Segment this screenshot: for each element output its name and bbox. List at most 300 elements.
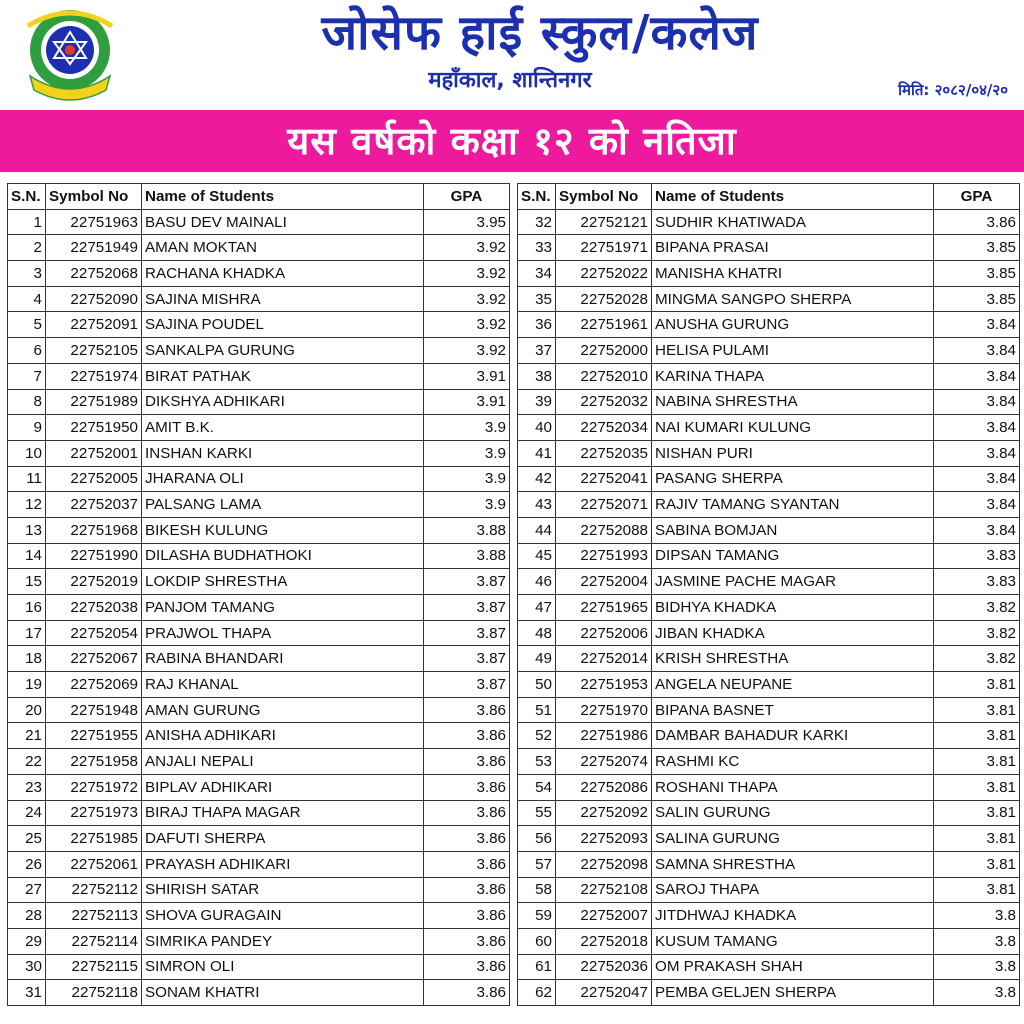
cell-name: ROSHANI THAPA bbox=[652, 774, 934, 800]
table-header-row bbox=[518, 184, 1020, 210]
cell-gpa: 3.85 bbox=[934, 286, 1020, 312]
cell-name: KRISH SHRESTHA bbox=[652, 646, 934, 672]
cell-sn: 43 bbox=[518, 492, 556, 518]
result-banner bbox=[0, 110, 1024, 172]
cell-gpa: 3.86 bbox=[424, 954, 510, 980]
cell-name: JASMINE PACHE MAGAR bbox=[652, 569, 934, 595]
cell-sn: 39 bbox=[518, 389, 556, 415]
cell-sn: 32 bbox=[518, 209, 556, 235]
cell-sn: 45 bbox=[518, 543, 556, 569]
cell-name: SONAM KHATRI bbox=[142, 980, 424, 1006]
cell-symbol: 22751953 bbox=[556, 672, 652, 698]
cell-sn: 3 bbox=[8, 261, 46, 287]
cell-name: BIPANA PRASAI bbox=[652, 235, 934, 261]
cell-symbol: 22752074 bbox=[556, 749, 652, 775]
table-row bbox=[518, 903, 1020, 929]
cell-sn: 31 bbox=[8, 980, 46, 1006]
table-header-row bbox=[8, 184, 510, 210]
table-row bbox=[8, 466, 510, 492]
cell-gpa: 3.9 bbox=[424, 466, 510, 492]
table-row bbox=[518, 466, 1020, 492]
table-row bbox=[518, 312, 1020, 338]
cell-gpa: 3.86 bbox=[424, 800, 510, 826]
cell-symbol: 22751961 bbox=[556, 312, 652, 338]
table-row bbox=[518, 774, 1020, 800]
school-name: जोसेफ हाई स्कुल/कलेज bbox=[321, 5, 759, 61]
cell-name: ANUSHA GURUNG bbox=[652, 312, 934, 338]
cell-name: BIRAT PATHAK bbox=[142, 363, 424, 389]
cell-symbol: 22752091 bbox=[46, 312, 142, 338]
cell-name: DAFUTI SHERPA bbox=[142, 826, 424, 852]
table-row bbox=[8, 312, 510, 338]
cell-symbol: 22752019 bbox=[46, 569, 142, 595]
cell-gpa: 3.81 bbox=[934, 851, 1020, 877]
header-sn: S.N. bbox=[8, 184, 46, 210]
table-row bbox=[518, 749, 1020, 775]
table-row bbox=[8, 569, 510, 595]
cell-name: PANJOM TAMANG bbox=[142, 595, 424, 621]
cell-symbol: 22752035 bbox=[556, 440, 652, 466]
result-date: मिति: २०८२/०४/२० bbox=[898, 81, 1008, 99]
table-row bbox=[8, 209, 510, 235]
cell-name: AMIT B.K. bbox=[142, 415, 424, 441]
cell-sn: 22 bbox=[8, 749, 46, 775]
cell-name: SIMRIKA PANDEY bbox=[142, 928, 424, 954]
table-row bbox=[8, 620, 510, 646]
cell-sn: 26 bbox=[8, 851, 46, 877]
cell-sn: 33 bbox=[518, 235, 556, 261]
table-row bbox=[8, 415, 510, 441]
table-row bbox=[8, 851, 510, 877]
cell-gpa: 3.82 bbox=[934, 595, 1020, 621]
table-row bbox=[518, 928, 1020, 954]
cell-name: DIPSAN TAMANG bbox=[652, 543, 934, 569]
cell-symbol: 22752014 bbox=[556, 646, 652, 672]
results-table-left bbox=[7, 183, 510, 1006]
cell-sn: 15 bbox=[8, 569, 46, 595]
cell-symbol: 22751974 bbox=[46, 363, 142, 389]
table-row bbox=[518, 543, 1020, 569]
cell-sn: 38 bbox=[518, 363, 556, 389]
cell-gpa: 3.87 bbox=[424, 595, 510, 621]
table-row bbox=[518, 517, 1020, 543]
table-row bbox=[8, 389, 510, 415]
cell-symbol: 22752121 bbox=[556, 209, 652, 235]
cell-gpa: 3.84 bbox=[934, 415, 1020, 441]
cell-gpa: 3.83 bbox=[934, 569, 1020, 595]
cell-gpa: 3.81 bbox=[934, 800, 1020, 826]
cell-sn: 17 bbox=[8, 620, 46, 646]
table-row bbox=[8, 517, 510, 543]
cell-symbol: 22751972 bbox=[46, 774, 142, 800]
cell-name: ANGELA NEUPANE bbox=[652, 672, 934, 698]
cell-symbol: 22751950 bbox=[46, 415, 142, 441]
cell-sn: 28 bbox=[8, 903, 46, 929]
cell-symbol: 22752028 bbox=[556, 286, 652, 312]
cell-name: INSHAN KARKI bbox=[142, 440, 424, 466]
cell-gpa: 3.84 bbox=[934, 338, 1020, 364]
cell-symbol: 22751968 bbox=[46, 517, 142, 543]
cell-symbol: 22752010 bbox=[556, 363, 652, 389]
table-row bbox=[8, 928, 510, 954]
cell-name: DIKSHYA ADHIKARI bbox=[142, 389, 424, 415]
cell-gpa: 3.81 bbox=[934, 774, 1020, 800]
cell-sn: 35 bbox=[518, 286, 556, 312]
cell-name: LOKDIP SHRESTHA bbox=[142, 569, 424, 595]
cell-name: KARINA THAPA bbox=[652, 363, 934, 389]
cell-gpa: 3.86 bbox=[424, 697, 510, 723]
cell-gpa: 3.84 bbox=[934, 312, 1020, 338]
cell-name: SHOVA GURAGAIN bbox=[142, 903, 424, 929]
cell-name: JIBAN KHADKA bbox=[652, 620, 934, 646]
cell-name: PEMBA GELJEN SHERPA bbox=[652, 980, 934, 1006]
cell-gpa: 3.95 bbox=[424, 209, 510, 235]
cell-name: NISHAN PURI bbox=[652, 440, 934, 466]
cell-name: JITDHWAJ KHADKA bbox=[652, 903, 934, 929]
cell-sn: 30 bbox=[8, 954, 46, 980]
cell-sn: 9 bbox=[8, 415, 46, 441]
cell-symbol: 22751990 bbox=[46, 543, 142, 569]
school-address: महाँकाल, शान्तिनगर bbox=[428, 68, 592, 93]
header-symbol: Symbol No bbox=[556, 184, 652, 210]
cell-name: SANKALPA GURUNG bbox=[142, 338, 424, 364]
cell-name: ANJALI NEPALI bbox=[142, 749, 424, 775]
cell-sn: 14 bbox=[8, 543, 46, 569]
cell-gpa: 3.8 bbox=[934, 954, 1020, 980]
cell-symbol: 22751985 bbox=[46, 826, 142, 852]
cell-sn: 60 bbox=[518, 928, 556, 954]
cell-name: SALIN GURUNG bbox=[652, 800, 934, 826]
cell-gpa: 3.8 bbox=[934, 980, 1020, 1006]
cell-gpa: 3.82 bbox=[934, 646, 1020, 672]
cell-sn: 50 bbox=[518, 672, 556, 698]
cell-sn: 49 bbox=[518, 646, 556, 672]
cell-symbol: 22751949 bbox=[46, 235, 142, 261]
table-row bbox=[518, 800, 1020, 826]
cell-gpa: 3.86 bbox=[424, 928, 510, 954]
cell-sn: 57 bbox=[518, 851, 556, 877]
table-row bbox=[518, 338, 1020, 364]
header-gpa: GPA bbox=[934, 184, 1020, 210]
cell-name: RACHANA KHADKA bbox=[142, 261, 424, 287]
cell-gpa: 3.8 bbox=[934, 928, 1020, 954]
cell-gpa: 3.85 bbox=[934, 235, 1020, 261]
table-row bbox=[8, 954, 510, 980]
cell-name: AMAN GURUNG bbox=[142, 697, 424, 723]
table-row bbox=[8, 235, 510, 261]
cell-sn: 51 bbox=[518, 697, 556, 723]
table-row bbox=[518, 697, 1020, 723]
cell-symbol: 22751948 bbox=[46, 697, 142, 723]
cell-sn: 13 bbox=[8, 517, 46, 543]
table-row bbox=[518, 235, 1020, 261]
table-row bbox=[518, 980, 1020, 1006]
cell-gpa: 3.84 bbox=[934, 389, 1020, 415]
cell-name: PALSANG LAMA bbox=[142, 492, 424, 518]
cell-symbol: 22751965 bbox=[556, 595, 652, 621]
cell-name: DAMBAR BAHADUR KARKI bbox=[652, 723, 934, 749]
cell-sn: 52 bbox=[518, 723, 556, 749]
cell-sn: 47 bbox=[518, 595, 556, 621]
cell-name: SAJINA MISHRA bbox=[142, 286, 424, 312]
cell-name: OM PRAKASH SHAH bbox=[652, 954, 934, 980]
cell-name: SIMRON OLI bbox=[142, 954, 424, 980]
cell-sn: 48 bbox=[518, 620, 556, 646]
cell-gpa: 3.86 bbox=[424, 903, 510, 929]
cell-symbol: 22752105 bbox=[46, 338, 142, 364]
cell-sn: 20 bbox=[8, 697, 46, 723]
cell-symbol: 22752069 bbox=[46, 672, 142, 698]
cell-name: NAI KUMARI KULUNG bbox=[652, 415, 934, 441]
cell-sn: 4 bbox=[8, 286, 46, 312]
cell-sn: 11 bbox=[8, 466, 46, 492]
cell-gpa: 3.86 bbox=[424, 877, 510, 903]
cell-gpa: 3.88 bbox=[424, 543, 510, 569]
table-row bbox=[8, 646, 510, 672]
table-row bbox=[518, 877, 1020, 903]
cell-gpa: 3.84 bbox=[934, 466, 1020, 492]
cell-symbol: 22752004 bbox=[556, 569, 652, 595]
cell-sn: 41 bbox=[518, 440, 556, 466]
cell-name: MINGMA SANGPO SHERPA bbox=[652, 286, 934, 312]
table-row bbox=[518, 569, 1020, 595]
cell-name: RAJ KHANAL bbox=[142, 672, 424, 698]
cell-sn: 44 bbox=[518, 517, 556, 543]
cell-sn: 16 bbox=[8, 595, 46, 621]
cell-gpa: 3.81 bbox=[934, 749, 1020, 775]
cell-symbol: 22752093 bbox=[556, 826, 652, 852]
table-row bbox=[8, 774, 510, 800]
cell-sn: 40 bbox=[518, 415, 556, 441]
cell-gpa: 3.86 bbox=[424, 980, 510, 1006]
table-row bbox=[518, 723, 1020, 749]
cell-name: JHARANA OLI bbox=[142, 466, 424, 492]
cell-symbol: 22752032 bbox=[556, 389, 652, 415]
cell-sn: 37 bbox=[518, 338, 556, 364]
cell-sn: 1 bbox=[8, 209, 46, 235]
cell-name: PRAJWOL THAPA bbox=[142, 620, 424, 646]
cell-name: SAJINA POUDEL bbox=[142, 312, 424, 338]
table-row bbox=[8, 800, 510, 826]
table-row bbox=[518, 415, 1020, 441]
cell-symbol: 22751970 bbox=[556, 697, 652, 723]
table-row bbox=[8, 903, 510, 929]
cell-symbol: 22752090 bbox=[46, 286, 142, 312]
cell-symbol: 22752036 bbox=[556, 954, 652, 980]
cell-symbol: 22752071 bbox=[556, 492, 652, 518]
cell-sn: 12 bbox=[8, 492, 46, 518]
cell-sn: 54 bbox=[518, 774, 556, 800]
cell-symbol: 22752000 bbox=[556, 338, 652, 364]
table-row bbox=[8, 749, 510, 775]
table-row bbox=[8, 261, 510, 287]
cell-name: SAROJ THAPA bbox=[652, 877, 934, 903]
cell-gpa: 3.86 bbox=[424, 749, 510, 775]
cell-name: RASHMI KC bbox=[652, 749, 934, 775]
cell-symbol: 22752068 bbox=[46, 261, 142, 287]
cell-name: BIDHYA KHADKA bbox=[652, 595, 934, 621]
page-header bbox=[0, 0, 1024, 110]
cell-symbol: 22751955 bbox=[46, 723, 142, 749]
banner-title: यस वर्षको कक्षा १२ को नतिजा bbox=[287, 119, 737, 163]
cell-name: KUSUM TAMANG bbox=[652, 928, 934, 954]
cell-sn: 56 bbox=[518, 826, 556, 852]
school-logo-icon bbox=[22, 6, 118, 104]
cell-symbol: 22752037 bbox=[46, 492, 142, 518]
table-row bbox=[518, 672, 1020, 698]
cell-gpa: 3.92 bbox=[424, 235, 510, 261]
cell-sn: 18 bbox=[8, 646, 46, 672]
table-row bbox=[518, 620, 1020, 646]
cell-sn: 7 bbox=[8, 363, 46, 389]
cell-name: MANISHA KHATRI bbox=[652, 261, 934, 287]
header-symbol: Symbol No bbox=[46, 184, 142, 210]
table-row bbox=[8, 672, 510, 698]
cell-name: RAJIV TAMANG SYANTAN bbox=[652, 492, 934, 518]
cell-sn: 53 bbox=[518, 749, 556, 775]
table-row bbox=[8, 440, 510, 466]
cell-gpa: 3.86 bbox=[424, 774, 510, 800]
cell-sn: 55 bbox=[518, 800, 556, 826]
cell-symbol: 22752034 bbox=[556, 415, 652, 441]
table-row bbox=[518, 492, 1020, 518]
cell-gpa: 3.92 bbox=[424, 312, 510, 338]
cell-gpa: 3.87 bbox=[424, 672, 510, 698]
cell-symbol: 22752115 bbox=[46, 954, 142, 980]
cell-gpa: 3.88 bbox=[424, 517, 510, 543]
cell-symbol: 22752086 bbox=[556, 774, 652, 800]
cell-name: BIPANA BASNET bbox=[652, 697, 934, 723]
table-row bbox=[8, 980, 510, 1006]
cell-sn: 2 bbox=[8, 235, 46, 261]
table-row bbox=[518, 595, 1020, 621]
cell-symbol: 22752001 bbox=[46, 440, 142, 466]
cell-symbol: 22751971 bbox=[556, 235, 652, 261]
cell-name: BIKESH KULUNG bbox=[142, 517, 424, 543]
cell-symbol: 22752018 bbox=[556, 928, 652, 954]
cell-name: SABINA BOMJAN bbox=[652, 517, 934, 543]
cell-symbol: 22752047 bbox=[556, 980, 652, 1006]
cell-symbol: 22752108 bbox=[556, 877, 652, 903]
cell-gpa: 3.82 bbox=[934, 620, 1020, 646]
cell-sn: 8 bbox=[8, 389, 46, 415]
cell-symbol: 22752006 bbox=[556, 620, 652, 646]
cell-symbol: 22751973 bbox=[46, 800, 142, 826]
cell-name: PASANG SHERPA bbox=[652, 466, 934, 492]
cell-symbol: 22751993 bbox=[556, 543, 652, 569]
cell-gpa: 3.87 bbox=[424, 620, 510, 646]
cell-sn: 36 bbox=[518, 312, 556, 338]
cell-sn: 24 bbox=[8, 800, 46, 826]
table-row bbox=[8, 877, 510, 903]
cell-gpa: 3.91 bbox=[424, 363, 510, 389]
cell-symbol: 22752067 bbox=[46, 646, 142, 672]
cell-sn: 19 bbox=[8, 672, 46, 698]
table-row bbox=[8, 338, 510, 364]
cell-sn: 62 bbox=[518, 980, 556, 1006]
cell-gpa: 3.85 bbox=[934, 261, 1020, 287]
cell-symbol: 22752092 bbox=[556, 800, 652, 826]
cell-sn: 5 bbox=[8, 312, 46, 338]
table-row bbox=[8, 826, 510, 852]
table-row bbox=[518, 286, 1020, 312]
cell-name: NABINA SHRESTHA bbox=[652, 389, 934, 415]
cell-sn: 42 bbox=[518, 466, 556, 492]
cell-sn: 61 bbox=[518, 954, 556, 980]
cell-name: SUDHIR KHATIWADA bbox=[652, 209, 934, 235]
cell-sn: 23 bbox=[8, 774, 46, 800]
cell-name: SALINA GURUNG bbox=[652, 826, 934, 852]
results-table-right bbox=[517, 183, 1020, 1006]
table-row bbox=[8, 697, 510, 723]
table-row bbox=[8, 286, 510, 312]
table-row bbox=[518, 209, 1020, 235]
cell-symbol: 22752113 bbox=[46, 903, 142, 929]
cell-gpa: 3.92 bbox=[424, 338, 510, 364]
cell-gpa: 3.87 bbox=[424, 569, 510, 595]
cell-symbol: 22751986 bbox=[556, 723, 652, 749]
table-row bbox=[8, 363, 510, 389]
table-row bbox=[518, 646, 1020, 672]
cell-symbol: 22752054 bbox=[46, 620, 142, 646]
cell-name: PRAYASH ADHIKARI bbox=[142, 851, 424, 877]
table-row bbox=[8, 543, 510, 569]
cell-sn: 10 bbox=[8, 440, 46, 466]
cell-gpa: 3.84 bbox=[934, 492, 1020, 518]
cell-gpa: 3.92 bbox=[424, 261, 510, 287]
cell-symbol: 22752007 bbox=[556, 903, 652, 929]
cell-name: SHIRISH SATAR bbox=[142, 877, 424, 903]
cell-gpa: 3.92 bbox=[424, 286, 510, 312]
cell-symbol: 22752005 bbox=[46, 466, 142, 492]
table-row bbox=[518, 954, 1020, 980]
cell-symbol: 22752041 bbox=[556, 466, 652, 492]
cell-gpa: 3.86 bbox=[934, 209, 1020, 235]
cell-symbol: 22752112 bbox=[46, 877, 142, 903]
cell-name: AMAN MOKTAN bbox=[142, 235, 424, 261]
cell-symbol: 22752088 bbox=[556, 517, 652, 543]
table-row bbox=[518, 826, 1020, 852]
cell-symbol: 22752118 bbox=[46, 980, 142, 1006]
table-row bbox=[8, 492, 510, 518]
table-row bbox=[8, 595, 510, 621]
header-name: Name of Students bbox=[142, 184, 424, 210]
cell-gpa: 3.84 bbox=[934, 517, 1020, 543]
cell-gpa: 3.9 bbox=[424, 440, 510, 466]
table-row bbox=[518, 389, 1020, 415]
cell-gpa: 3.81 bbox=[934, 672, 1020, 698]
cell-gpa: 3.83 bbox=[934, 543, 1020, 569]
cell-sn: 34 bbox=[518, 261, 556, 287]
cell-gpa: 3.81 bbox=[934, 826, 1020, 852]
cell-gpa: 3.8 bbox=[934, 903, 1020, 929]
cell-name: DILASHA BUDHATHOKI bbox=[142, 543, 424, 569]
cell-sn: 59 bbox=[518, 903, 556, 929]
cell-sn: 6 bbox=[8, 338, 46, 364]
cell-sn: 29 bbox=[8, 928, 46, 954]
cell-symbol: 22752061 bbox=[46, 851, 142, 877]
cell-gpa: 3.86 bbox=[424, 851, 510, 877]
cell-sn: 25 bbox=[8, 826, 46, 852]
cell-name: BASU DEV MAINALI bbox=[142, 209, 424, 235]
cell-sn: 46 bbox=[518, 569, 556, 595]
header-gpa: GPA bbox=[424, 184, 510, 210]
cell-gpa: 3.84 bbox=[934, 363, 1020, 389]
cell-name: SAMNA SHRESTHA bbox=[652, 851, 934, 877]
header-sn: S.N. bbox=[518, 184, 556, 210]
cell-name: ANISHA ADHIKARI bbox=[142, 723, 424, 749]
table-row bbox=[518, 851, 1020, 877]
